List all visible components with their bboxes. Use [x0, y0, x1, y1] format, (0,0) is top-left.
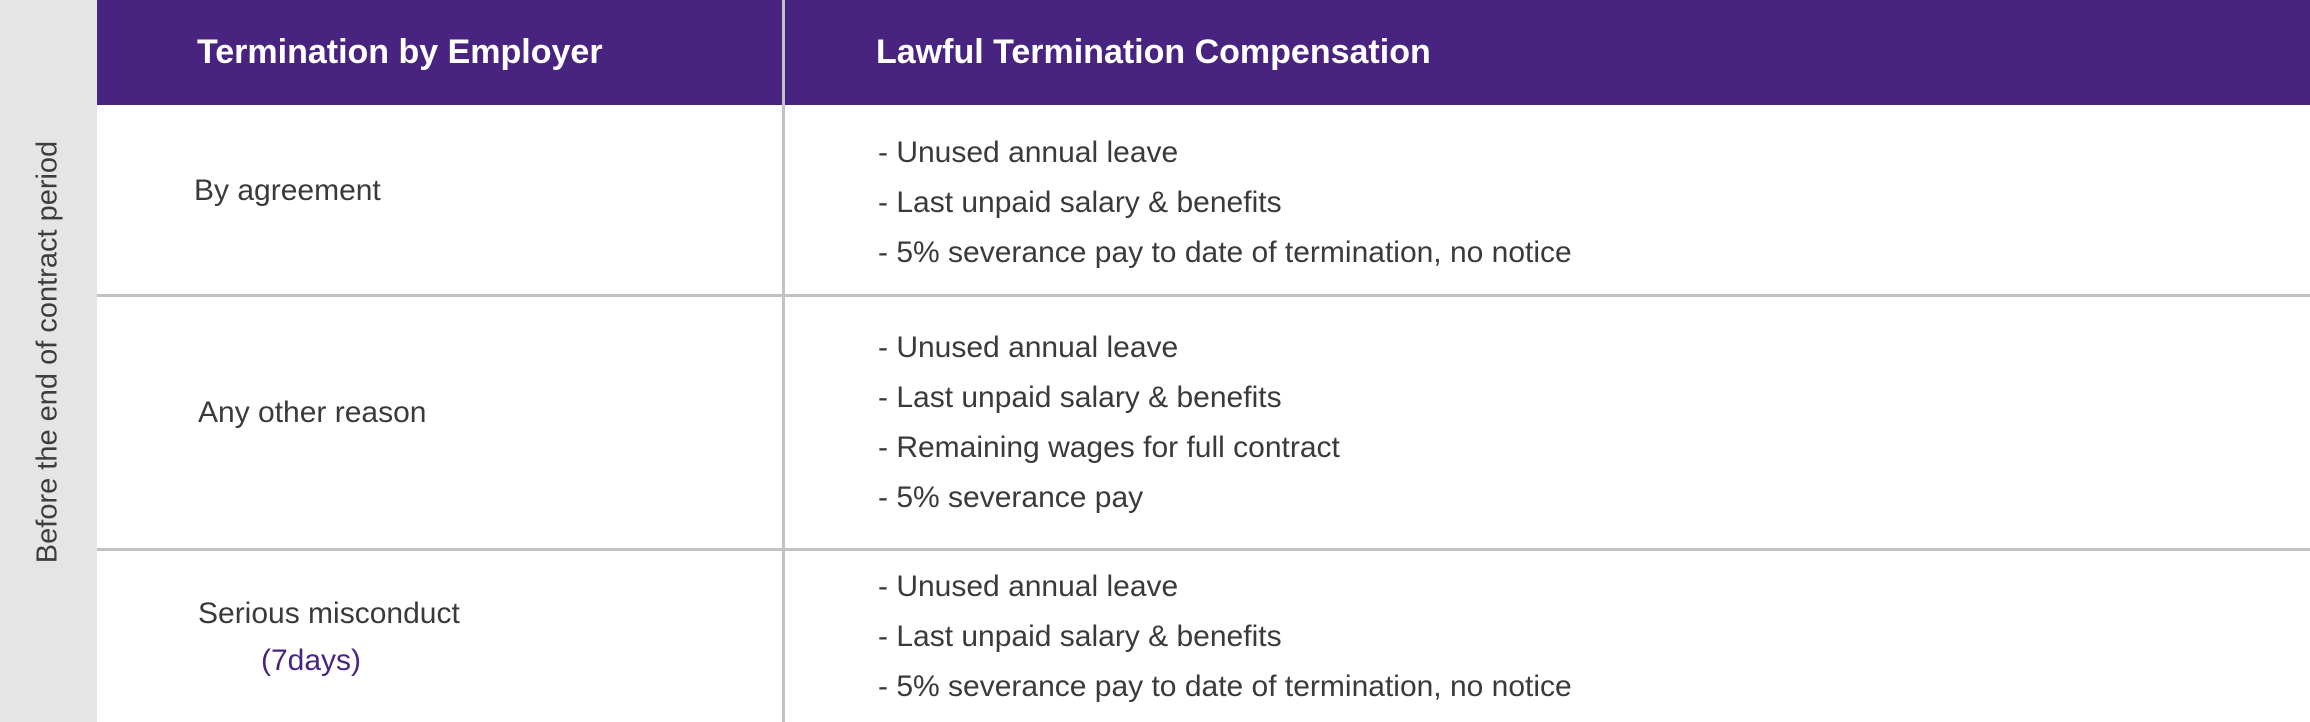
compensation-list-by-agreement	[878, 128, 1572, 278]
list-item: - Remaining wages for full contract	[878, 431, 1340, 464]
list-item: - 5% severance pay to date of termination, no notice	[878, 670, 1572, 703]
list-item: - Unused annual leave	[878, 136, 1179, 169]
compensation-list-any-other	[878, 323, 1340, 523]
list-item: - Last unpaid salary & benefits	[878, 620, 1282, 653]
column-divider	[782, 0, 785, 722]
list-item: - Last unpaid salary & benefits	[878, 381, 1282, 414]
header-termination-by-employer: Termination by Employer	[197, 33, 603, 71]
side-band	[0, 0, 97, 722]
row-divider	[97, 548, 2310, 551]
row-divider	[97, 294, 2310, 297]
table-header	[97, 0, 2310, 105]
header-lawful-termination-compensation: Lawful Termination Compensation	[876, 33, 1431, 71]
reason-serious-misconduct: Serious misconduct	[198, 597, 460, 630]
list-item: - Last unpaid salary & benefits	[878, 186, 1282, 219]
reason-any-other: Any other reason	[198, 396, 427, 429]
reason-by-agreement: By agreement	[194, 174, 381, 207]
list-item: - 5% severance pay	[878, 481, 1144, 514]
side-label: Before the end of contract period	[31, 140, 64, 564]
list-item: - 5% severance pay to date of termination, no notice	[878, 236, 1572, 269]
compensation-list-serious-misconduct	[878, 562, 1572, 712]
list-item: - Unused annual leave	[878, 570, 1179, 603]
list-item: - Unused annual leave	[878, 331, 1179, 364]
reason-note-7days: (7days)	[261, 644, 362, 677]
